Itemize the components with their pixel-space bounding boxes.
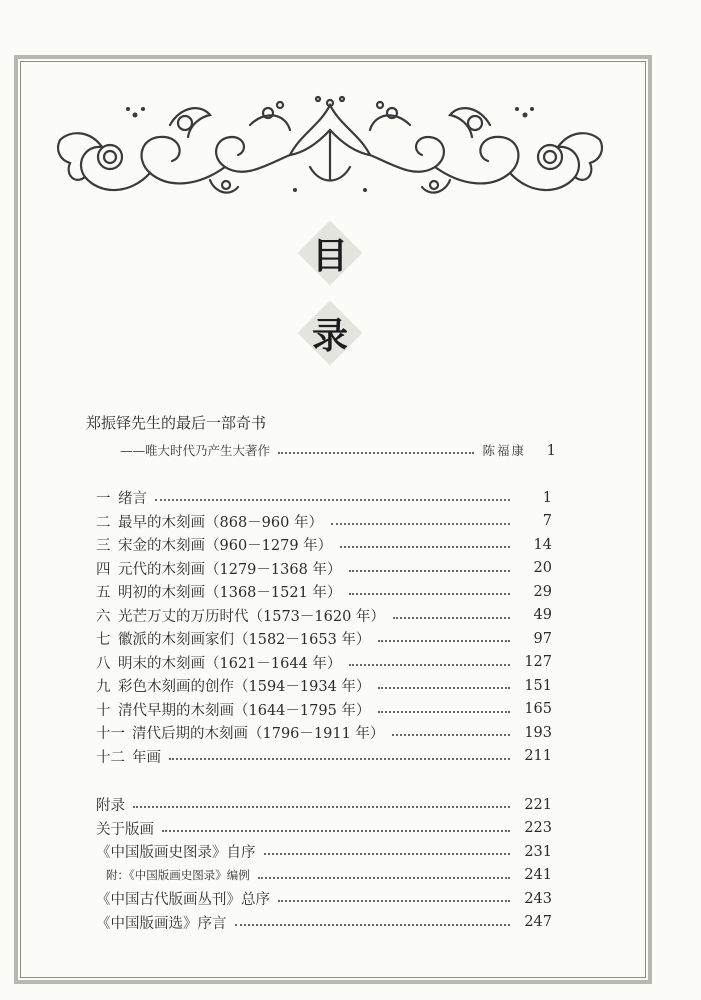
toc-entry-page: 49 bbox=[533, 607, 552, 624]
dot-leader bbox=[264, 853, 511, 855]
toc-entry-label: 明末的木刻画（1621－1644 年） bbox=[118, 655, 342, 672]
dot-leader bbox=[378, 687, 510, 689]
toc-entry[interactable] bbox=[96, 604, 552, 628]
dot-leader bbox=[349, 664, 510, 666]
toc-entry-label: 附录 bbox=[96, 798, 125, 815]
dot-leader bbox=[169, 758, 510, 760]
intro-title: 郑振铎先生的最后一部奇书 bbox=[86, 414, 267, 432]
toc-entry-label: 彩色木刻画的创作（1594－1934 年） bbox=[118, 679, 371, 696]
toc-entry[interactable] bbox=[96, 887, 552, 911]
toc-entry-number: 四 bbox=[96, 561, 111, 578]
toc-entry[interactable] bbox=[96, 510, 552, 534]
toc-entry[interactable] bbox=[96, 745, 552, 769]
toc-entry-page: 127 bbox=[524, 654, 552, 671]
dot-leader bbox=[278, 452, 474, 454]
toc-entry-page: 243 bbox=[524, 890, 552, 907]
heading-char-2: 录 bbox=[297, 300, 363, 366]
toc-entry-number: 十一 bbox=[96, 726, 125, 743]
toc-entry[interactable] bbox=[96, 698, 552, 722]
dot-leader bbox=[349, 593, 510, 595]
toc-entry-page: 211 bbox=[524, 748, 552, 765]
dot-leader bbox=[331, 523, 510, 525]
toc-entry-label: 关于版画 bbox=[96, 821, 154, 838]
dot-leader bbox=[340, 546, 510, 548]
intro-subtitle: ——唯大时代乃产生大著作 bbox=[120, 443, 271, 458]
toc-entry[interactable] bbox=[96, 486, 552, 510]
toc-entry-label: 《中国版画选》序言 bbox=[96, 915, 227, 932]
dot-leader bbox=[378, 711, 510, 713]
toc-entry[interactable] bbox=[96, 817, 552, 841]
toc-entry-page: 221 bbox=[524, 796, 552, 813]
toc-entry-label: 清代后期的木刻画（1796－1911 年） bbox=[132, 726, 385, 743]
dot-leader bbox=[155, 499, 510, 501]
toc-entry-number: 三 bbox=[96, 538, 111, 555]
dot-leader bbox=[392, 734, 510, 736]
toc-entry[interactable] bbox=[96, 911, 552, 935]
toc-entry-label: 年画 bbox=[132, 749, 161, 766]
toc-entry-page: 247 bbox=[524, 914, 552, 931]
toc-entry-page: 165 bbox=[524, 701, 552, 718]
toc-entry-page: 193 bbox=[524, 724, 552, 741]
toc-entry-label: 附：《中国版画史图录》编例 bbox=[106, 868, 250, 883]
toc-entry-number: 一 bbox=[96, 491, 111, 508]
toc-entry-number: 十 bbox=[96, 702, 111, 719]
intro-subtitle-row[interactable] bbox=[120, 440, 556, 460]
toc-entry-page: 151 bbox=[524, 677, 552, 694]
toc-entry-number: 六 bbox=[96, 608, 111, 625]
toc-entry[interactable] bbox=[96, 674, 552, 698]
intro-page: 1 bbox=[546, 441, 556, 459]
toc-entry-label: 元代的木刻画（1279－1368 年） bbox=[118, 561, 342, 578]
floral-ornament-icon bbox=[40, 85, 620, 205]
dot-leader bbox=[258, 877, 510, 879]
chapter-list bbox=[96, 486, 552, 768]
toc-entry-label: 明初的木刻画（1368－1521 年） bbox=[118, 585, 342, 602]
toc-entry-number: 七 bbox=[96, 632, 111, 649]
toc-entry-label: 徽派的木刻画家们（1582－1653 年） bbox=[118, 632, 371, 649]
toc-entry-label: 最早的木刻画（868－960 年） bbox=[118, 514, 323, 531]
toc-entry-page: 29 bbox=[533, 583, 552, 600]
toc-entry-page: 7 bbox=[542, 513, 552, 530]
toc-entry[interactable] bbox=[96, 580, 552, 604]
dot-leader bbox=[393, 617, 510, 619]
intro-author: 陈福康 bbox=[482, 443, 526, 458]
toc-entry-number: 九 bbox=[96, 679, 111, 696]
dot-leader bbox=[278, 900, 510, 902]
dot-leader bbox=[162, 830, 510, 832]
toc-entry-label: 光芒万丈的万历时代（1573－1620 年） bbox=[118, 608, 385, 625]
dot-leader bbox=[133, 806, 510, 808]
toc-entry-page: 1 bbox=[542, 489, 552, 506]
toc-entry-page: 241 bbox=[524, 867, 552, 884]
dot-leader bbox=[349, 570, 510, 572]
toc-entry-label: 《中国版画史图录》自序 bbox=[96, 845, 256, 862]
toc-entry-label: 《中国古代版画丛刊》总序 bbox=[96, 892, 270, 909]
toc-entry-label: 宋金的木刻画（960－1279 年） bbox=[118, 538, 333, 555]
toc-entry-page: 14 bbox=[533, 536, 552, 553]
toc-entry-label: 绪言 bbox=[118, 491, 147, 508]
toc-entry[interactable] bbox=[96, 651, 552, 675]
toc-entry-page: 223 bbox=[524, 820, 552, 837]
toc-entry[interactable] bbox=[96, 557, 552, 581]
toc-entry-number: 八 bbox=[96, 655, 111, 672]
toc-entry-page: 231 bbox=[524, 843, 552, 860]
heading-char-1: 目 bbox=[297, 220, 363, 286]
toc-entry[interactable] bbox=[96, 627, 552, 651]
toc-entry[interactable] bbox=[96, 533, 552, 557]
toc-entry-number: 二 bbox=[96, 514, 111, 531]
toc-entry-page: 20 bbox=[533, 560, 552, 577]
toc-entry[interactable] bbox=[96, 840, 552, 864]
toc-entry-page: 97 bbox=[533, 630, 552, 647]
toc-entry[interactable] bbox=[96, 721, 552, 745]
toc-entry-number: 十二 bbox=[96, 749, 125, 766]
toc-entry[interactable] bbox=[96, 793, 552, 817]
dot-leader bbox=[235, 924, 511, 926]
appendix-list bbox=[96, 793, 552, 934]
dot-leader bbox=[378, 640, 510, 642]
toc-entry-label: 清代早期的木刻画（1644－1795 年） bbox=[118, 702, 371, 719]
toc-entry-number: 五 bbox=[96, 585, 111, 602]
toc-entry[interactable] bbox=[96, 864, 552, 888]
